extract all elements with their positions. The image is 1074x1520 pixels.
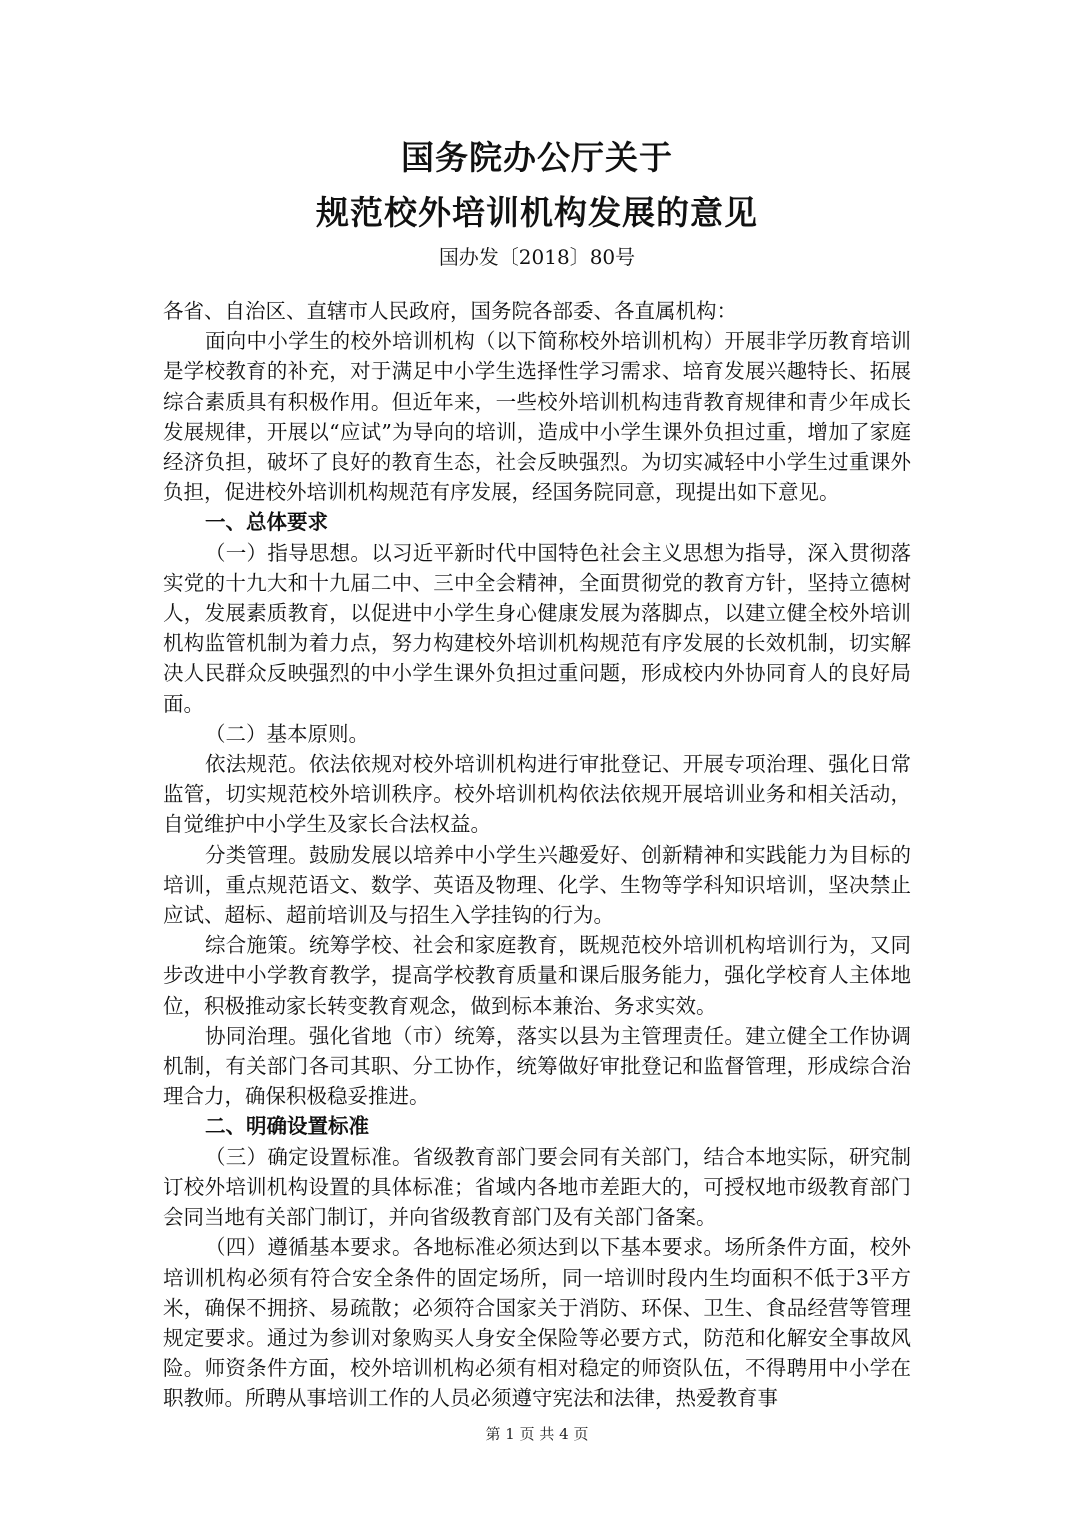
paragraph-lead: （二）基本原则。 [205,721,369,746]
paragraph-set-standards [163,1142,911,1233]
paragraph-comprehensive-measures [163,930,911,1021]
salutation: 各省、自治区、直辖市人民政府，国务院各部委、各直属机构： [163,299,737,323]
paragraph-classified-management [163,840,911,931]
section-heading-1: 一、总体要求 [205,510,328,535]
paragraph-guiding-ideology [163,538,911,719]
document-number: 国办发〔2018〕80号 [438,245,636,269]
intro-paragraph: 面向中小学生的校外培训机构（以下简称校外培训机构）开展非学历教育培训是学校教育的补充，对于满足中小学生选择性学习需求、培育发展兴趣特长、拓展综合素质具有积极作用。但近年来，一些校外培训机构违背教育规律和青少年成长发展规律，开展以“应试”为导向的培训，造成中小学生课外负担过重，增加了家庭经济负担，破坏了良好的教育生态，社会反映强烈。为切实减轻中小学生过重课外负担，促进校外培训机构规范有序发展，经国务院同意，现提出如下意见。 [163,329,911,505]
document-title-line1: 国务院办公厅关于 [401,138,673,177]
paragraph-regulate-by-law [163,749,911,840]
paragraph-lead: （三）确定设置标准。 [205,1144,413,1169]
page-footer: 第 1 页 共 4 页 [485,1425,589,1443]
paragraph-collaborative-governance [163,1021,911,1112]
paragraph-basic-principles [163,719,911,749]
paragraph-lead: 分类管理。 [205,842,309,867]
paragraph-text: 各地标准必须达到以下基本要求。场所条件方面，校外培训机构必须有符合安全条件的固定场所，同一培训时段内生均面积不低于3平方米，确保不拥挤、易疏散；必须符合国家关于消防、环保、卫生、食品经营等管理规定要求。通过为参训对象购买人身安全保险等必要方式，防范和化解安全事故风险。师资条件方面，校外培训机构必须有相对稳定的师资队伍，不得聘用中小学在职教师。所聘从事培训工作的人员必须遵守宪法和法律，热爱教育事 [163,1235,912,1411]
section-heading-2: 二、明确设置标准 [205,1114,369,1139]
paragraph-lead: 综合施策。 [205,933,309,958]
document-body [163,296,911,1414]
paragraph-lead: 依法规范。 [205,752,309,777]
paragraph-text: 省级教育部门要会同有关部门，结合本地实际，研究制订校外培训机构设置的具体标准；省域内各地市差距大的，可授权地市级教育部门会同当地有关部门制订，并向省级教育部门及有关部门备案。 [163,1144,912,1230]
paragraph-text: 依法依规对校外培训机构进行审批登记、开展专项治理、强化日常监管，切实规范校外培训秩序。校外培训机构依法依规开展培训业务和相关活动，自觉维护中小学生及家长合法权益。 [163,752,912,837]
paragraph-lead: （一）指导思想。 [205,540,372,565]
paragraph-text: 以习近平新时代中国特色社会主义思想为指导，深入贯彻落实党的十九大和十九届二中、三中全会精神，全面贯彻党的教育方针，坚持立德树人，发展素质教育，以促进中小学生身心健康发展为落脚点，以建立健全校外培训机构监管机制为着力点，努力构建校外培训机构规范有序发展的长效机制，切实解决人民群众反映强烈的中小学生课外负担过重问题，形成校内外协同育人的良好局面。 [163,540,912,716]
paragraph-text: 鼓励发展以培养中小学生兴趣爱好、创新精神和实践能力为目标的培训，重点规范语文、数学、英语及物理、化学、生物等学科知识培训，坚决禁止应试、超标、超前培训及与招生入学挂钩的行为。 [163,842,912,928]
paragraph-text: 强化省地（市）统筹，落实以县为主管理责任。建立健全工作协调机制，有关部门各司其职、分工协作，统筹做好审批登记和监督管理，形成综合治理合力，确保积极稳妥推进。 [163,1023,912,1109]
paragraph-basic-requirements [163,1232,911,1413]
paragraph-text: 统筹学校、社会和家庭教育，既规范校外培训机构培训行为，又同步改进中小学教育教学，提高学校教育质量和课后服务能力，强化学校育人主体地位，积极推动家长转变教育观念，做到标本兼治、务求实效。 [163,933,912,1018]
paragraph-lead: 协同治理。 [205,1023,309,1048]
document-title-line2: 规范校外培训机构发展的意见 [316,193,758,232]
paragraph-lead: （四）遵循基本要求。 [205,1235,413,1260]
